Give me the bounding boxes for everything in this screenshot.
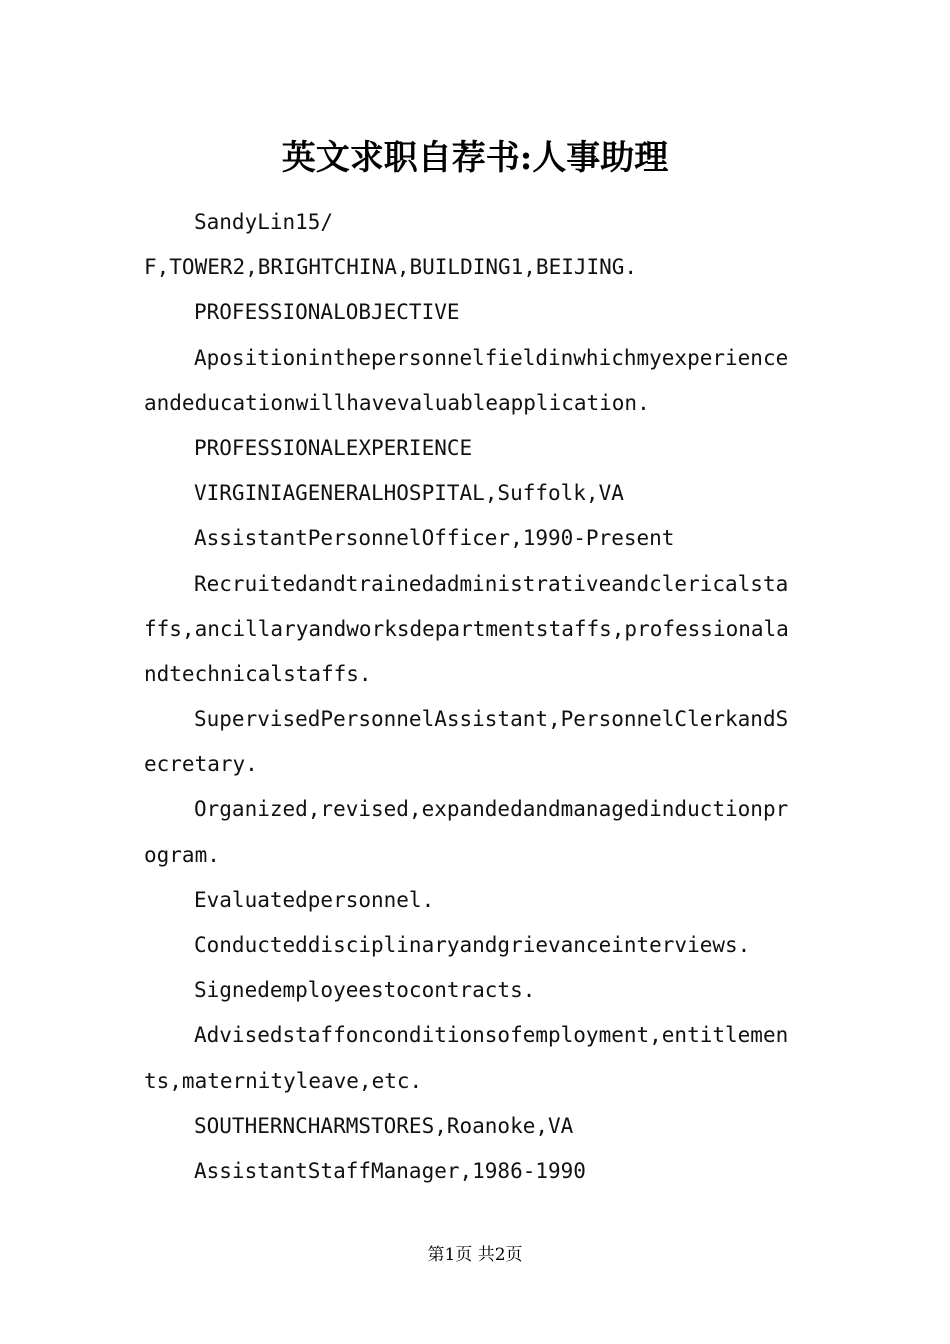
body-text-line: Conducteddisciplinaryandgrievanceinterviews.: [194, 933, 751, 957]
body-text-line: ecretary.: [144, 752, 258, 777]
body-text-line: AssistantPersonnelOfficer,1990-Present: [194, 526, 675, 551]
body-text-line: ffs,ancillaryandworksdepartmentstaffs,professionala: [144, 616, 789, 641]
body-text-line: AssistantStaffManager,1986-1990: [194, 1158, 586, 1183]
body-text-line: ts,maternityleave,etc.: [144, 1068, 423, 1093]
body-text-line: Evaluatedpersonnel.: [194, 887, 435, 912]
body-text-line: SandyLin15/: [194, 210, 334, 234]
body-text-line: Organized,revised,expandedandmanagedinductionpr: [194, 797, 789, 822]
page-footer: 第1页 共2页: [427, 1245, 523, 1265]
body-text-line: SOUTHERNCHARMSTORES,Roanoke,VA: [194, 1113, 574, 1138]
body-text-line: Signedemployeestocontracts.: [194, 978, 536, 1003]
body-text-line: F,TOWER2,BRIGHTCHINA,BUILDING1,BEIJING.: [144, 255, 638, 280]
body-text-line: Recruitedandtrainedadministrativeandclericalsta: [194, 571, 789, 596]
document-title: 英文求职自荐书:人事助理: [281, 138, 669, 178]
body-text-line: ndtechnicalstaffs.: [144, 661, 372, 686]
body-text-line: Apositioninthepersonnelfieldinwhichmyexperience: [194, 345, 789, 370]
document-body: [144, 200, 804, 1194]
body-text-line: PROFESSIONALOBJECTIVE: [194, 300, 460, 325]
body-text-line: VIRGINIAGENERALHOSPITAL,Suffolk,VA: [194, 481, 624, 506]
body-text-line: SupervisedPersonnelAssistant,PersonnelClerkandS: [194, 707, 789, 732]
body-text-line: ogram.: [144, 842, 220, 867]
body-text-line: andeducationwillhavevaluableapplication.: [144, 390, 650, 415]
body-text-line: Advisedstaffonconditionsofemployment,entitlemen: [194, 1023, 789, 1048]
body-text-line: PROFESSIONALEXPERIENCE: [194, 435, 473, 460]
